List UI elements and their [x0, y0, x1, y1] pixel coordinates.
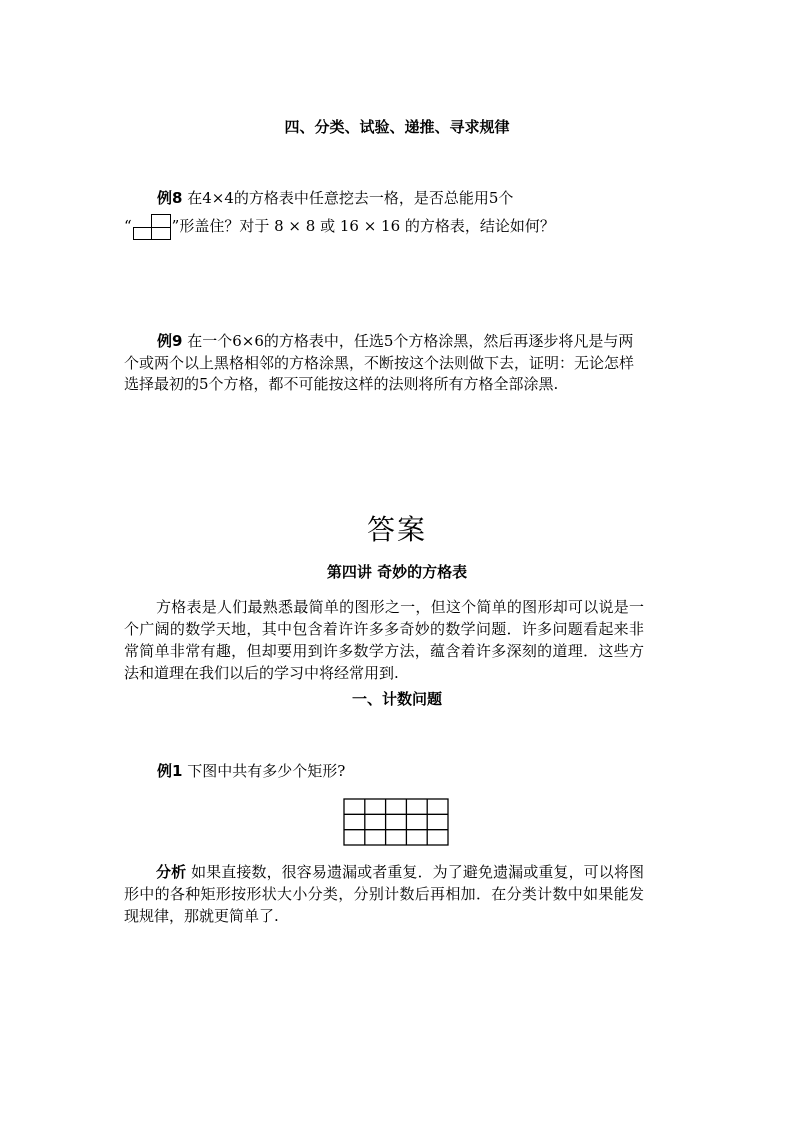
- example1-question: 下图中共有多少个矩形?: [187, 762, 346, 780]
- tromino-cell: [133, 227, 152, 240]
- example9-line2: 个或两个以上黑格相邻的方格涂黑，不断按这个法则做下去，证明：无论怎样: [124, 354, 635, 372]
- tromino-cell: [151, 214, 171, 228]
- answers-title: 答案: [366, 513, 427, 546]
- example8-label: 例8: [157, 189, 183, 207]
- analysis-paragraph: [124, 861, 644, 927]
- example1-line: [157, 760, 345, 782]
- section-title: 四、分类、试验、递推、寻求规律: [284, 118, 510, 136]
- l-tromino-shape-icon: [133, 214, 171, 240]
- example8-text1: 在4×4的方格表中任意挖去一格，是否总能用5个: [187, 189, 514, 207]
- rectangle-grid-figure: [343, 798, 449, 846]
- example8-quote-open: “: [124, 217, 132, 235]
- example8-line2: [124, 214, 555, 240]
- analysis-label: 分析: [156, 863, 187, 881]
- example9-label: 例9: [157, 332, 183, 350]
- lecture-title: 第四讲 奇妙的方格表: [326, 563, 468, 581]
- analysis-text: 如果直接数，很容易遗漏或者重复．为了避免遗漏或重复，可以将图形中的各种矩形按形状大小分类，分别计数后再相加．在分类计数中如果能发现规律，那就更简单了.: [124, 863, 644, 925]
- section1-title: 一、计数问题: [351, 690, 442, 708]
- example9-line3: 选择最初的5个方格，都不可能按这样的法则将所有方格全部涂黑.: [124, 375, 559, 393]
- example8-text2: ”形盖住？对于 8 × 8 或 16 × 16 的方格表，结论如何？: [171, 217, 555, 235]
- tromino-cell: [151, 227, 171, 240]
- example9-text1: 在一个6×6的方格表中，任选5个方格涂黑，然后再逐步将凡是与两: [187, 332, 634, 350]
- example8-line1: [157, 187, 513, 209]
- example1-label: 例1: [157, 762, 183, 780]
- grid-outline: [344, 799, 448, 845]
- intro-paragraph: 方格表是人们最熟悉最简单的图形之一，但这个简单的图形却可以说是一个广阔的数学天地，其中包含着许许多多奇妙的数学问题．许多问题看起来非常简单非常有趣，但却要用到许多数学方法，蕴含着许多深刻的道理．这些方法和道理在我们以后的学习中将经常用到.: [124, 598, 644, 682]
- example9-line1: [157, 330, 633, 352]
